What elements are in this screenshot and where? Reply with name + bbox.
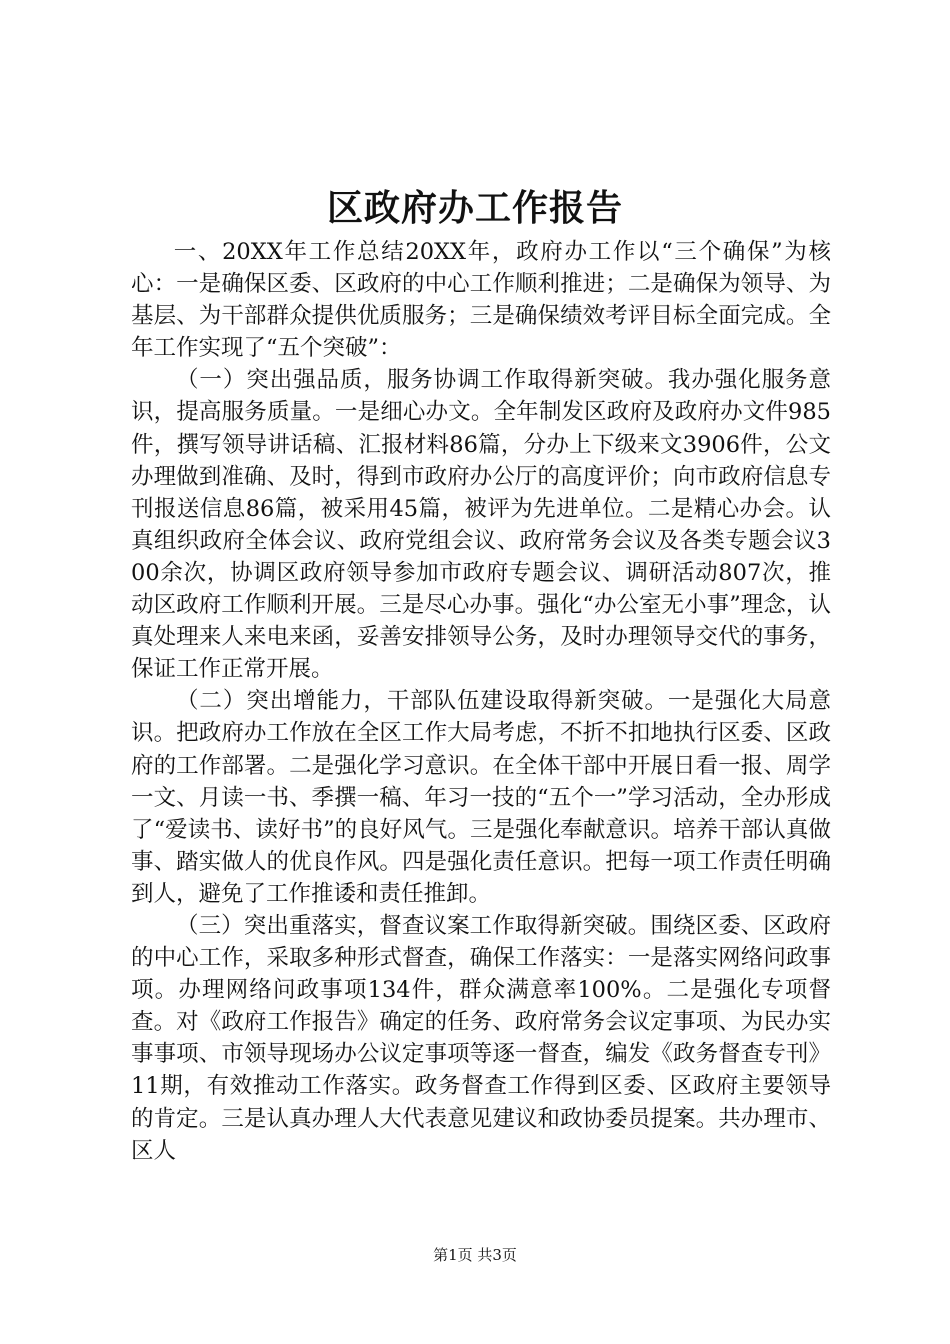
- paragraph-section-1: （一）突出强品质，服务协调工作取得新突破。我办强化服务意识，提高服务质量。一是细心办文。全年制发区政府及政府办文件985件，撰写领导讲话稿、汇报材料86篇，分办上下级来文3906件，公文办理做到准确、及时，得到市政府办公厅的高度评价；向市政府信息专刊报送信息86篇，被采用45篇，被评为先进单位。二是精心办会。认真组织政府全体会议、政府党组会议、政府常务会议及各类专题会议300余次，协调区政府领导参加市政府专题会议、调研活动807次，推动区政府工作顺利开展。三是尽心办事。强化“办公室无小事”理念，认真处理来人来电来函，妥善安排领导公务，及时办理领导交代的事务，保证工作正常开展。: [131, 367, 831, 683]
- document-title: 区政府办工作报告: [326, 187, 623, 229]
- paragraph-section-2: （二）突出增能力，干部队伍建设取得新突破。一是强化大局意识。把政府办工作放在全区工作大局考虑，不折不扣地执行区委、区政府的工作部署。二是强化学习意识。在全体干部中开展日看一报、周学一文、月读一书、季撰一稿、年习一技的“五个一”学习活动，全办形成了“爱读书、读好书”的良好风气。三是强化奉献意识。培养干部认真做事、踏实做人的优良作风。四是强化责任意识。把每一项工作责任明确到人，避免了工作推诿和责任推卸。: [131, 688, 831, 907]
- page-number-footer: 第1页 共3页: [433, 1246, 517, 1264]
- paragraph-summary: 一、20XX年工作总结20XX年，政府办工作以“三个确保”为核心：一是确保区委、区政府的中心工作顺利推进；二是确保为领导、为基层、为干部群众提供优质服务；三是确保绩效考评目标全面完成。全年工作实现了“五个突破”：: [131, 239, 831, 362]
- document-body: [131, 236, 831, 1167]
- paragraph-section-3: （三）突出重落实，督查议案工作取得新突破。围绕区委、区政府的中心工作，采取多种形式督查，确保工作落实：一是落实网络问政事项。办理网络问政事项134件，群众满意率100%。二是强化专项督查。对《政府工作报告》确定的任务、政府常务会议定事项、为民办实事事项、市领导现场办公议定事项等逐一督查，编发《政务督查专刊》11期，有效推动工作落实。政务督查工作得到区委、区政府主要领导的肯定。三是认真办理人大代表意见建议和政协委员提案。共办理市、区人: [131, 912, 831, 1164]
